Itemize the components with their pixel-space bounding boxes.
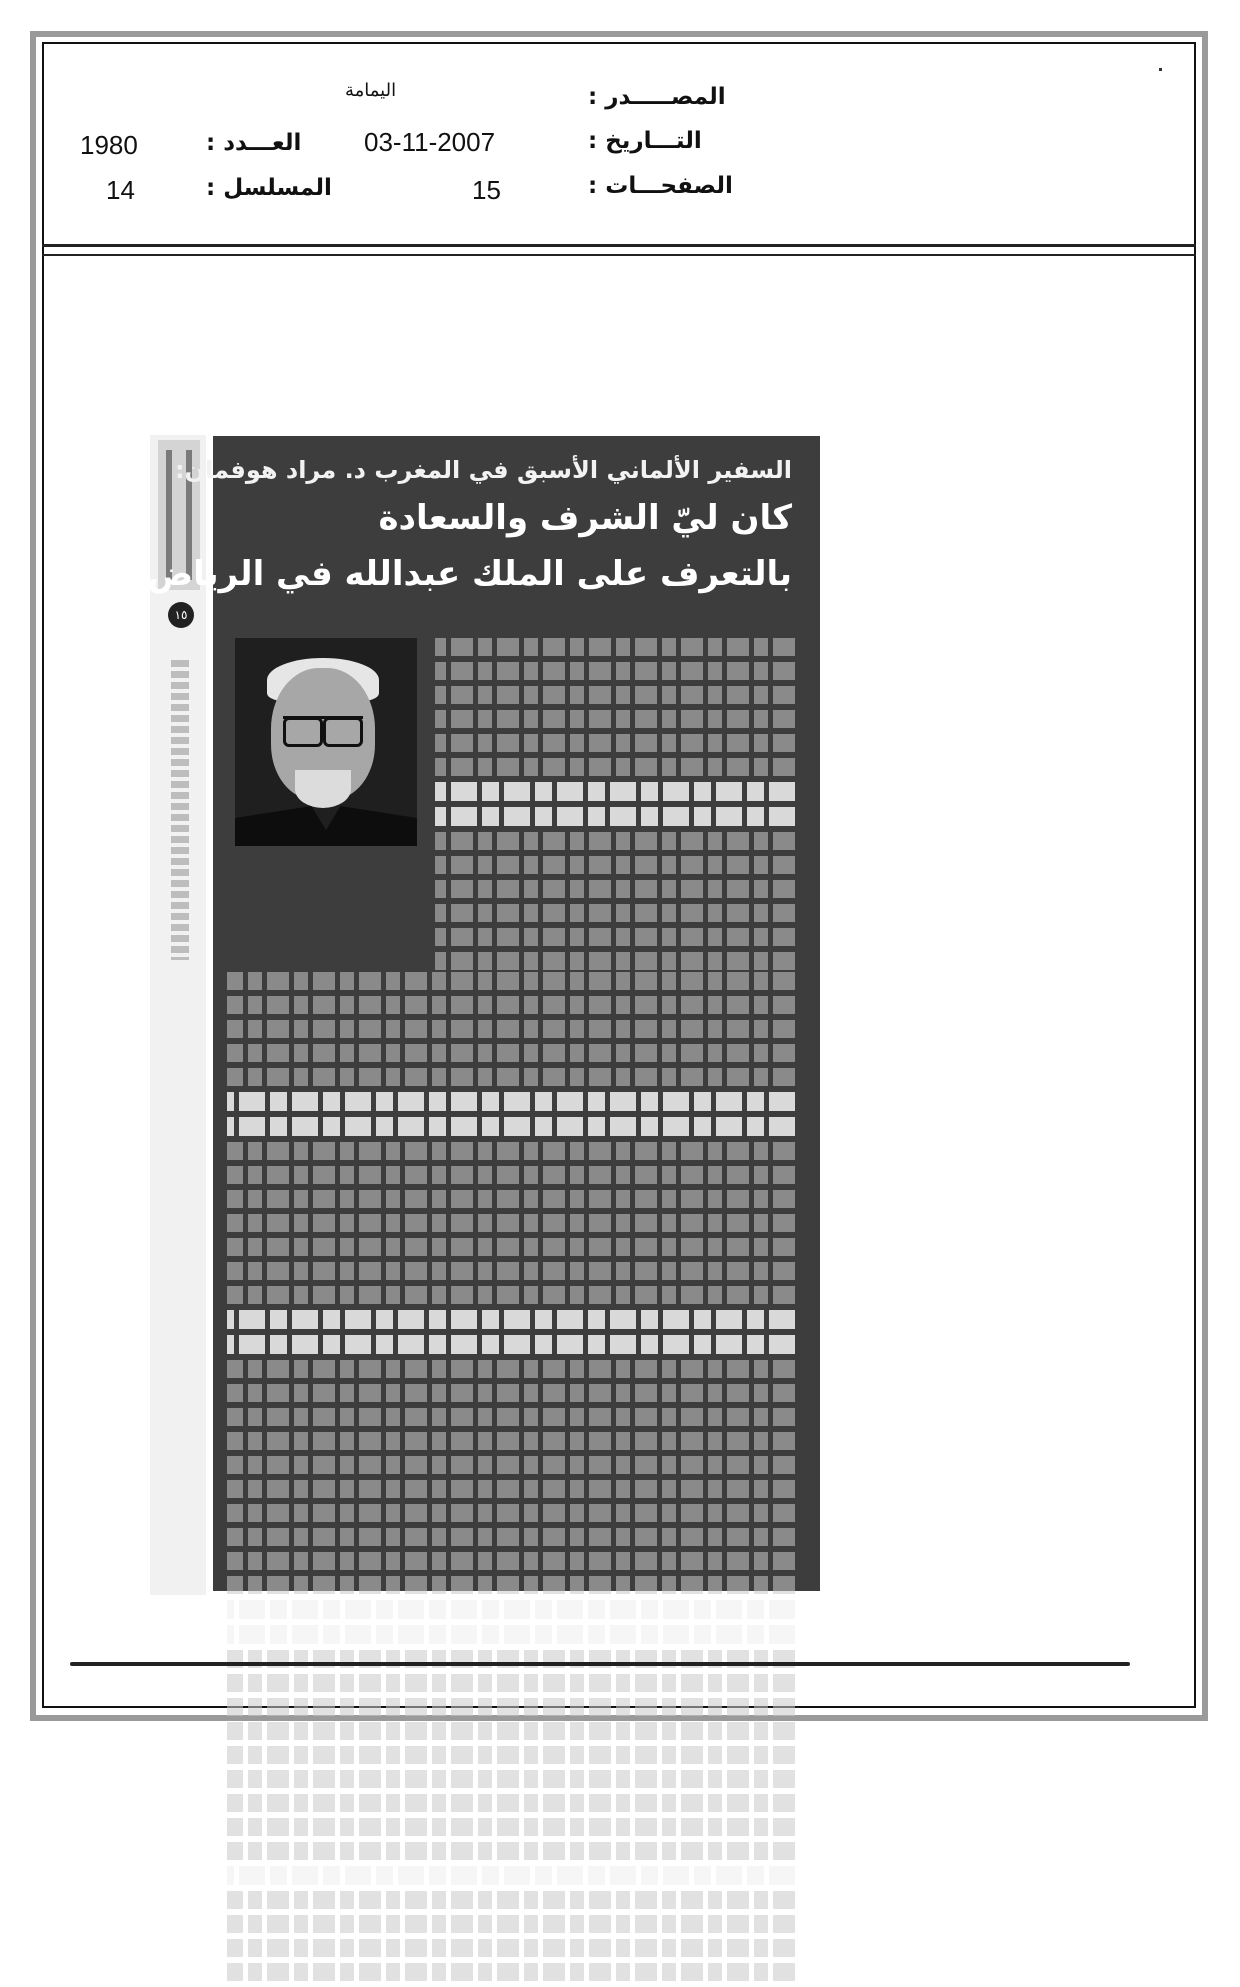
issue-date-strip	[171, 660, 189, 960]
footer-rule	[70, 1662, 1130, 1666]
source-value: اليمامة	[345, 80, 397, 101]
article-headline-line2: بالتعرف على الملك عبدالله في الرياض	[147, 554, 792, 594]
issue-value: 1980	[80, 130, 138, 160]
source-label: المصـــــدر :	[588, 84, 726, 110]
page-number-badge: ١٥	[168, 602, 194, 628]
serial-value: 14	[106, 175, 135, 205]
scan-mark	[1159, 68, 1162, 71]
article-headline-line1: كان ليّ الشرف والسعادة	[378, 498, 792, 538]
date-value: 03-11-2007	[364, 127, 496, 157]
date-label: التـــاريخ :	[588, 128, 702, 154]
header-divider-thin	[42, 254, 1196, 256]
article-kicker: السفير الألماني الأسبق في المغرب د. مراد هوفمان:	[174, 456, 792, 484]
header-divider	[42, 244, 1196, 247]
serial-label: المسلسل :	[206, 175, 332, 201]
portrait-photo	[235, 638, 417, 838]
issue-label: العـــدد :	[206, 130, 302, 156]
pages-value: 15	[472, 175, 501, 205]
pages-label: الصفحـــات :	[588, 173, 733, 199]
article-body-full-width	[227, 972, 795, 1987]
article-body-column-top	[435, 638, 795, 976]
